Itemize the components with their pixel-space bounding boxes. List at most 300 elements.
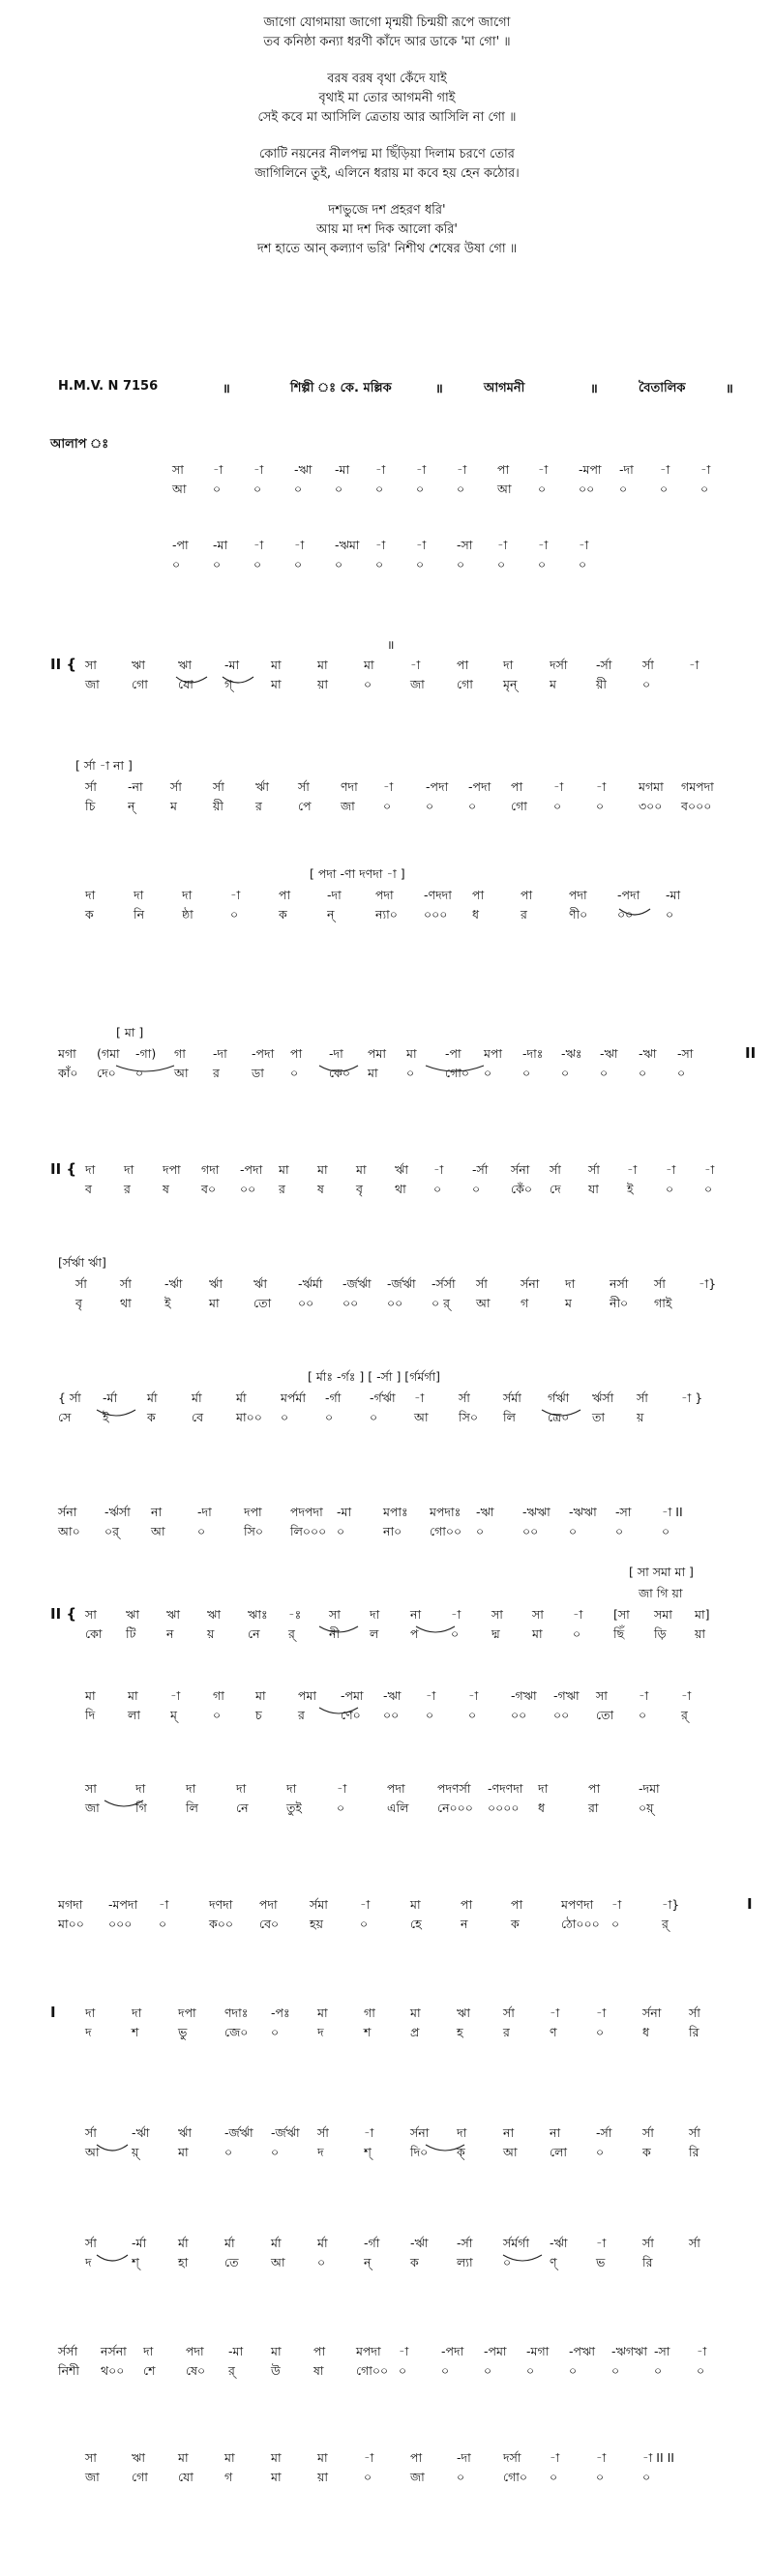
lyric-syllable: দ bbox=[317, 2145, 324, 2159]
lyric-syllable: ০ bbox=[426, 1708, 434, 1722]
swara-note: ঋাঃ bbox=[248, 1607, 268, 1622]
swara-note: র্সা bbox=[642, 2236, 654, 2250]
swara-note: -া bbox=[550, 2005, 560, 2020]
swara-note: পা bbox=[457, 658, 469, 672]
swara-note: দা bbox=[457, 2125, 467, 2140]
swara-note: র্মা bbox=[271, 2236, 282, 2250]
swara-note: ঋা bbox=[132, 658, 145, 672]
repeat-marker: I bbox=[50, 2004, 56, 2021]
swara-note: সা bbox=[532, 1607, 544, 1622]
swara-note: -া bbox=[596, 2005, 607, 2020]
lyric-syllable: ০ bbox=[611, 1917, 620, 1931]
lyric-syllable: ০ bbox=[660, 482, 669, 496]
lyric-stanza bbox=[0, 145, 774, 184]
lyric-syllable: লা bbox=[128, 1708, 140, 1722]
lyric-syllable: ০ bbox=[596, 2025, 605, 2039]
swara-note: -া bbox=[416, 462, 427, 477]
lyric-syllable: আ bbox=[174, 1066, 189, 1080]
swara-note: দা bbox=[85, 888, 96, 902]
swara-note: মপণদা bbox=[561, 1897, 594, 1912]
lyric-syllable: ০ bbox=[569, 2363, 578, 2378]
swara-note: পা bbox=[511, 779, 523, 794]
lyric-syllable: য়া bbox=[695, 1626, 705, 1641]
lyric-syllable: ০০ bbox=[383, 1708, 400, 1722]
lyric-syllable: ব০০০ bbox=[681, 799, 712, 813]
swara-note: -া bbox=[414, 1390, 425, 1405]
lyric-syllable: ধ bbox=[538, 1800, 546, 1815]
swara-note: ঋা bbox=[126, 1607, 139, 1622]
swara-note: গা bbox=[174, 1046, 186, 1061]
swara-note: -র্জর্ঋা bbox=[224, 2125, 253, 2140]
lyric-syllable: গো০ bbox=[445, 1066, 470, 1080]
lyric-syllable: কো bbox=[85, 1626, 103, 1641]
lyric-syllable: ০ bbox=[433, 1182, 442, 1196]
lyric-syllable: গ bbox=[521, 1296, 529, 1310]
swara-note: পা bbox=[410, 2450, 423, 2465]
swara-row bbox=[0, 2236, 774, 2255]
lyric-syllable: ভ bbox=[596, 2255, 606, 2269]
lyric-syllable: যা bbox=[588, 1182, 599, 1196]
swara-note: পদা bbox=[186, 2344, 204, 2358]
swara-note: সা bbox=[85, 1781, 97, 1796]
notation-block bbox=[0, 1025, 774, 1085]
swara-note: র্মা bbox=[147, 1390, 158, 1405]
swara-note: -া bbox=[579, 538, 589, 552]
swara-note: -সা bbox=[654, 2344, 670, 2358]
lyric-syllable: ই bbox=[103, 1410, 109, 1424]
lyric-syllable: এলি bbox=[387, 1800, 409, 1815]
lyric-syllable: নে bbox=[248, 1626, 260, 1641]
lyric-syllable: ০ bbox=[468, 1708, 477, 1722]
lyric-syllable: ০ bbox=[700, 482, 709, 496]
swara-note: মপাঃ bbox=[383, 1505, 408, 1519]
lyric-syllable: ০ bbox=[538, 482, 547, 496]
swara-note: না bbox=[503, 2125, 515, 2140]
swara-note: র্মা bbox=[224, 2236, 235, 2250]
lyric-syllable: সে bbox=[58, 1410, 72, 1424]
lyric-syllable: দে bbox=[550, 1182, 561, 1196]
swara-note: -া} bbox=[699, 1276, 717, 1291]
swara-note: র্সনা bbox=[642, 2005, 662, 2020]
lyric-line: দশভুজে দশ প্রহরণ ধরি' bbox=[328, 203, 446, 218]
swara-note: সা bbox=[85, 1607, 97, 1622]
lyric-syllable: ০ bbox=[704, 1182, 713, 1196]
lyric-syllable: য়ী bbox=[596, 677, 607, 691]
swara-note: -র্জর্ঋা bbox=[387, 1276, 416, 1291]
swara-note: র্সা bbox=[689, 2236, 700, 2250]
swara-note: র্সা bbox=[85, 2236, 97, 2250]
lyric-syllable: ০০০০ bbox=[488, 1800, 520, 1815]
swara-note: -গঋা bbox=[553, 1688, 580, 1703]
lyric-syllable: মা০০ bbox=[236, 1410, 262, 1424]
lyric-syllable: ০ bbox=[281, 1410, 289, 1424]
lyric-syllable: ০ bbox=[642, 2470, 651, 2484]
swara-note: -া bbox=[457, 462, 467, 477]
variation-lyric: জা গি য়া bbox=[639, 1586, 683, 1600]
swara-note: দা bbox=[132, 2005, 142, 2020]
lyric-syllable: দ bbox=[85, 2025, 92, 2039]
lyric-syllable: ০ bbox=[497, 557, 506, 571]
notation-block bbox=[0, 1688, 774, 1727]
notation-block bbox=[0, 2344, 774, 2383]
swara-note: -া bbox=[538, 462, 549, 477]
lyric-syllable: জা bbox=[85, 2470, 100, 2484]
swara-note: -া bbox=[364, 2125, 374, 2140]
swara-note: র্সনা bbox=[410, 2125, 430, 2140]
swara-note: -া bbox=[538, 538, 549, 552]
swara-note: -দা bbox=[213, 1046, 227, 1061]
swara-note: র্সা bbox=[75, 1276, 87, 1291]
swara-note: র্মা bbox=[178, 2236, 189, 2250]
swara-note: -র্মা bbox=[103, 1390, 118, 1405]
lyric-syllable: চ bbox=[255, 1708, 262, 1722]
lyric-syllable: রি bbox=[642, 2255, 653, 2269]
swara-row bbox=[0, 1781, 774, 1800]
lyric-syllable: ০ bbox=[600, 1066, 609, 1080]
lyric-syllable: কে০ bbox=[329, 1066, 350, 1080]
record-catalog: H.M.V. N 7156 bbox=[58, 379, 159, 394]
swara-note: { র্সা bbox=[58, 1390, 81, 1405]
swara-note: (গমা bbox=[97, 1046, 120, 1061]
lyric-syllable: ০ bbox=[697, 2363, 705, 2378]
lyric-syllable: র bbox=[298, 1708, 305, 1722]
swara-note: দর্সা bbox=[503, 2450, 521, 2465]
lyric-syllable: যো bbox=[178, 2470, 194, 2484]
swara-note: র্ঋর্সা bbox=[592, 1390, 614, 1405]
variation-bracket: [ র্সা -া না ] bbox=[75, 758, 133, 773]
lyric-syllable: সি০ bbox=[244, 1524, 263, 1538]
syllable-row bbox=[0, 799, 774, 818]
lyric-syllable: লি০০০ bbox=[290, 1524, 327, 1538]
swara-note: র্মা bbox=[192, 1390, 202, 1405]
swara-note: -া bbox=[468, 1688, 479, 1703]
swara-note: না bbox=[550, 2125, 561, 2140]
lyric-syllable: ক bbox=[85, 907, 94, 922]
swara-note: -পদা bbox=[617, 888, 640, 902]
swara-note: -া bbox=[497, 538, 508, 552]
lyric-syllable: ০ bbox=[654, 2363, 663, 2378]
lyric-syllable: ০ bbox=[596, 2145, 605, 2159]
lyric-syllable: ই bbox=[164, 1296, 171, 1310]
lyric-syllable: ধ bbox=[642, 2025, 650, 2039]
syllable-row bbox=[0, 482, 774, 501]
lyric-syllable: ০ bbox=[317, 2255, 326, 2269]
lyric-syllable: লি bbox=[503, 1410, 516, 1424]
lyric-syllable: ০০ bbox=[298, 1296, 314, 1310]
swara-note: মপা bbox=[484, 1046, 503, 1061]
lyric-syllable: ০ র্ bbox=[432, 1296, 450, 1310]
swara-note: র্ঋা bbox=[255, 779, 269, 794]
swara-note: পা bbox=[521, 888, 533, 902]
lyric-syllable: য়্ bbox=[132, 2145, 139, 2159]
lyric-syllable: তা bbox=[592, 1410, 606, 1424]
swara-note: দা bbox=[134, 888, 144, 902]
swara-note: -র্মা bbox=[132, 2236, 147, 2250]
swara-note: -া bbox=[639, 1688, 649, 1703]
swara-note: -ঃ bbox=[288, 1607, 302, 1622]
swara-note: পদপদা bbox=[290, 1505, 323, 1519]
syllable-row bbox=[0, 1917, 774, 1936]
lyric-syllable: জা bbox=[410, 2470, 425, 2484]
swara-note: র্সা bbox=[298, 779, 310, 794]
lyric-syllable: ০ bbox=[213, 557, 222, 571]
swara-note: -র্গা bbox=[325, 1390, 342, 1405]
lyric-syllable: মা০০ bbox=[58, 1917, 84, 1931]
swara-note: র্সনা bbox=[521, 1276, 540, 1291]
swara-note: র্সা bbox=[213, 779, 224, 794]
lyric-syllable: গো০ bbox=[503, 2470, 528, 2484]
swara-note: মা bbox=[224, 2450, 235, 2465]
swara-note: -ঋমা bbox=[335, 538, 360, 552]
lyric-syllable: আ bbox=[151, 1524, 165, 1538]
artist-name: শিল্পী ঃ কে. মল্লিক bbox=[290, 381, 392, 395]
swara-note: মা bbox=[364, 658, 374, 672]
song-lyrics bbox=[0, 14, 774, 277]
notation-block bbox=[0, 1565, 774, 1646]
lyric-syllable: মা bbox=[178, 2145, 189, 2159]
swara-note: সা bbox=[596, 1688, 608, 1703]
swara-note: -া II II bbox=[642, 2450, 674, 2465]
notation-block bbox=[0, 1897, 774, 1936]
swara-row bbox=[0, 2005, 774, 2025]
lyric-syllable: ০০ bbox=[387, 1296, 403, 1310]
variation-bracket: [ সা সমা মা ] bbox=[629, 1565, 694, 1579]
swara-note: -া bbox=[360, 1897, 371, 1912]
lyric-syllable: ত্রে০ bbox=[548, 1410, 570, 1424]
lyric-syllable: ০ bbox=[197, 1524, 206, 1538]
lyric-syllable: ০র্ bbox=[104, 1524, 120, 1538]
lyric-syllable: টি bbox=[126, 1626, 136, 1641]
lyric-syllable: ০ bbox=[569, 1524, 578, 1538]
swara-note: সা bbox=[172, 462, 184, 477]
swara-note: দপা bbox=[163, 1162, 181, 1177]
lyric-syllable: আ bbox=[497, 482, 512, 496]
swara-note: মা bbox=[317, 2005, 328, 2020]
lyric-syllable: গো bbox=[132, 2470, 148, 2484]
swara-note: পদা bbox=[569, 888, 587, 902]
swara-note: গা bbox=[364, 2005, 375, 2020]
notation-block bbox=[0, 1505, 774, 1543]
lyric-syllable: ০ bbox=[337, 1800, 345, 1815]
swara-note: -ঋা bbox=[639, 1046, 657, 1061]
swara-note: -মপদা bbox=[108, 1897, 138, 1912]
swara-note: র্সা bbox=[654, 1276, 666, 1291]
repeat-marker: II { bbox=[50, 1605, 77, 1623]
syllable-row bbox=[0, 1800, 774, 1820]
syllable-row bbox=[0, 1524, 774, 1543]
swara-note: নর্সনা bbox=[101, 2344, 127, 2358]
swara-note: -গঋা bbox=[511, 1688, 537, 1703]
swara-note: পা bbox=[511, 1897, 523, 1912]
swara-note: পা bbox=[588, 1781, 601, 1796]
lyric-syllable: তো bbox=[253, 1296, 272, 1310]
swara-note: র্সা bbox=[476, 1276, 488, 1291]
lyric-syllable: গো bbox=[457, 677, 473, 691]
swara-note: -া bbox=[294, 538, 305, 552]
lyric-syllable: র bbox=[521, 907, 527, 922]
swara-note: -া bbox=[660, 462, 670, 477]
swara-note: -া bbox=[681, 1688, 692, 1703]
swara-note: -ঋা bbox=[476, 1505, 494, 1519]
lyric-syllable: ০০ bbox=[342, 1296, 359, 1310]
lyric-syllable: ০ bbox=[271, 2025, 280, 2039]
lyric-syllable: আ bbox=[503, 2145, 518, 2159]
swara-note: -া bbox=[573, 1607, 583, 1622]
repeat-marker: II { bbox=[50, 1160, 77, 1178]
swara-note: মা bbox=[128, 1688, 138, 1703]
swara-note: পা bbox=[497, 462, 510, 477]
syllable-row bbox=[0, 2145, 774, 2164]
lyric-line: সেই কবে মা আসিলি ত্রেতায় আর আসিলি না গো ॥ bbox=[257, 110, 517, 125]
lyric-syllable: ০ bbox=[550, 2470, 558, 2484]
lyric-syllable: দ bbox=[317, 2025, 324, 2039]
lyric-syllable: ০ bbox=[159, 1917, 167, 1931]
lyric-syllable: মা bbox=[368, 1066, 378, 1080]
lyric-syllable: ০ bbox=[271, 2145, 280, 2159]
swara-note: -া bbox=[375, 538, 386, 552]
notation-block bbox=[0, 1369, 774, 1429]
swara-note: -া} bbox=[662, 1897, 680, 1912]
lyric-syllable: থ০০ bbox=[101, 2363, 125, 2378]
swara-note: -পা bbox=[445, 1046, 461, 1061]
lyric-syllable: ন্ bbox=[128, 799, 135, 813]
lyric-syllable: ০ bbox=[484, 2363, 492, 2378]
swara-note: দপা bbox=[178, 2005, 196, 2020]
lyric-syllable: ০ bbox=[253, 482, 262, 496]
swara-note: র্সা bbox=[637, 1390, 648, 1405]
lyric-syllable: রি bbox=[689, 2145, 700, 2159]
swara-note: -সা bbox=[615, 1505, 632, 1519]
variation-bracket: [ মা ] bbox=[116, 1025, 144, 1039]
lyric-syllable: য় bbox=[637, 1410, 644, 1424]
lyric-syllable: ০ bbox=[399, 2363, 407, 2378]
lyric-syllable: ক০০ bbox=[209, 1917, 234, 1931]
lyric-syllable: র্ bbox=[228, 2363, 235, 2378]
lyric-syllable: ০ bbox=[337, 1524, 345, 1538]
lyric-syllable: ০ bbox=[224, 2145, 233, 2159]
lyric-syllable: ণী০ bbox=[569, 907, 588, 922]
lyric-syllable: ০ bbox=[457, 482, 465, 496]
notation-block bbox=[0, 2125, 774, 2164]
swara-note: -া bbox=[416, 538, 427, 552]
swara-note: দা bbox=[182, 888, 193, 902]
lyric-syllable: ০ bbox=[213, 1708, 222, 1722]
swara-note: -মা bbox=[228, 2344, 244, 2358]
lyric-syllable: ক bbox=[147, 1410, 156, 1424]
separator: ॥ bbox=[726, 382, 733, 396]
lyric-syllable: তো bbox=[596, 1708, 614, 1722]
lyric-syllable: হ bbox=[457, 2025, 463, 2039]
lyric-syllable: ম bbox=[565, 1296, 572, 1310]
lyric-syllable: ব০ bbox=[201, 1182, 217, 1196]
syllable-row bbox=[0, 557, 774, 576]
lyric-syllable: ব bbox=[85, 1182, 92, 1196]
lyric-syllable: র bbox=[279, 1182, 285, 1196]
lyric-syllable: ০ bbox=[325, 1410, 334, 1424]
notation-block bbox=[0, 2005, 774, 2044]
lyric-syllable: ০ bbox=[360, 1917, 369, 1931]
lyric-syllable: গো bbox=[132, 677, 148, 691]
lyric-syllable: আ bbox=[414, 1410, 429, 1424]
lyric-syllable: দে০ bbox=[97, 1066, 116, 1080]
syllable-row bbox=[0, 677, 774, 696]
swara-note: -মা bbox=[213, 538, 228, 552]
lyric-line: তব কনিষ্ঠা কন্যা ধরণী কাঁদে আর ডাকে 'মা গো' ॥ bbox=[263, 35, 511, 49]
swara-note: -পমা bbox=[484, 2344, 507, 2358]
lyric-syllable: হা bbox=[178, 2255, 189, 2269]
swara-row bbox=[0, 538, 774, 557]
lyric-syllable: ক bbox=[642, 2145, 651, 2159]
swara-note: সা bbox=[85, 2450, 97, 2465]
swara-note: -ঋা bbox=[294, 462, 313, 477]
swara-note: র্ঋা bbox=[209, 1276, 223, 1291]
swara-note: পা bbox=[279, 888, 291, 902]
lyric-syllable: ০০ bbox=[617, 907, 634, 922]
swara-note: নর্সা bbox=[610, 1276, 629, 1291]
swara-note: -া } bbox=[681, 1390, 703, 1405]
swara-note: র্সমা bbox=[310, 1897, 328, 1912]
swara-row bbox=[0, 1162, 774, 1182]
swara-note: -া bbox=[383, 779, 394, 794]
lyric-syllable: বৃ bbox=[356, 1182, 363, 1196]
swara-note: -পদা bbox=[441, 2344, 464, 2358]
lyric-syllable: ০ bbox=[468, 799, 477, 813]
lyric-syllable: ০ bbox=[290, 1066, 299, 1080]
swara-note: মা bbox=[317, 658, 328, 672]
swara-note: -ঋগঋা bbox=[611, 2344, 648, 2358]
swara-note: মা bbox=[85, 1688, 96, 1703]
swara-note: র্সা bbox=[550, 1162, 561, 1177]
lyric-syllable: ০ bbox=[335, 482, 343, 496]
swara-note: গা bbox=[213, 1688, 224, 1703]
lyric-syllable: গ bbox=[224, 2470, 233, 2484]
lyric-syllable: প bbox=[410, 1626, 419, 1641]
swara-note: -সা bbox=[457, 538, 473, 552]
swara-note: -পঋা bbox=[569, 2344, 595, 2358]
swara-note: দা bbox=[370, 1607, 380, 1622]
lyric-syllable: দি bbox=[85, 1708, 96, 1722]
swara-note: -দমা bbox=[639, 1781, 660, 1796]
lyric-syllable: জা bbox=[410, 677, 425, 691]
lyric-syllable: ক bbox=[410, 2255, 419, 2269]
swara-note: না bbox=[151, 1505, 163, 1519]
lyric-syllable: ০ bbox=[294, 482, 303, 496]
lyric-syllable: ন্ bbox=[364, 2255, 372, 2269]
lyric-syllable: য়া bbox=[317, 2470, 328, 2484]
record-info bbox=[58, 379, 735, 400]
lyric-syllable: না০ bbox=[383, 1524, 402, 1538]
lyric-syllable: ০ bbox=[596, 2470, 605, 2484]
lyric-syllable: ০ bbox=[639, 1708, 647, 1722]
lyric-syllable: লি bbox=[186, 1800, 198, 1815]
swara-note: মা bbox=[317, 1162, 328, 1177]
swara-row bbox=[0, 1505, 774, 1524]
swara-note: -সা bbox=[677, 1046, 694, 1061]
lyric-syllable: ০ bbox=[538, 557, 547, 571]
variation-bracket: [ পদা -ণা দণদা -া ] bbox=[310, 866, 405, 881]
swara-note: -পদা bbox=[252, 1046, 275, 1061]
swara-note: র্মা bbox=[317, 2236, 328, 2250]
swara-note: -া bbox=[553, 779, 564, 794]
swara-note: র্সা bbox=[85, 2125, 97, 2140]
lyric-syllable: নী bbox=[329, 1626, 341, 1641]
lyric-syllable: রা bbox=[588, 1800, 599, 1815]
swara-note: র্সা bbox=[689, 2125, 700, 2140]
lyric-syllable: হয় bbox=[310, 1917, 323, 1931]
swara-note: -া bbox=[253, 538, 264, 552]
swara-note: -পা bbox=[172, 538, 189, 552]
swara-note: দা bbox=[286, 1781, 297, 1796]
